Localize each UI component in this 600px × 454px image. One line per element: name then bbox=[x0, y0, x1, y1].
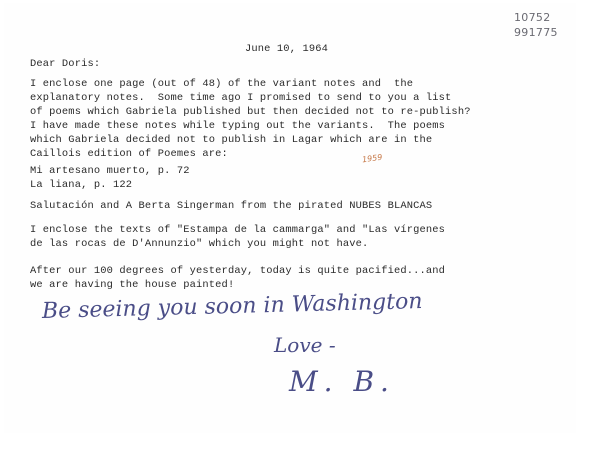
paragraph-line: I enclose one page (out of 48) of the variant notes and the bbox=[30, 78, 414, 90]
archive-number: 10752 bbox=[514, 11, 551, 24]
salutacion-line: Salutación and A Berta Singerman from the pirated NUBES BLANCAS bbox=[30, 200, 433, 212]
year-annotation: 1959 bbox=[361, 152, 383, 165]
archive-number: 991775 bbox=[514, 26, 558, 39]
letter-page bbox=[4, 3, 576, 433]
letter-date: June 10, 1964 bbox=[245, 43, 329, 55]
paragraph-line: After our 100 degrees of yesterday, today is quite pacified...and bbox=[30, 265, 446, 277]
paragraph-line: I have made these notes while typing out the variants. The poems bbox=[30, 120, 446, 132]
handwritten-love: Love - bbox=[274, 333, 336, 357]
paragraph-line: we are having the house painted! bbox=[30, 279, 235, 291]
poem-item: La liana, p. 122 bbox=[30, 179, 133, 191]
salutation: Dear Doris: bbox=[30, 58, 101, 70]
paragraph-line: Caillois edition of Poemes are: bbox=[30, 148, 228, 160]
handwritten-closing: Be seeing you soon in Washington bbox=[41, 289, 423, 324]
paragraph-line: explanatory notes. Some time ago I promised to send to you a list bbox=[30, 92, 452, 104]
paragraph-line: which Gabriela decided not to publish in Lagar which are in the bbox=[30, 134, 433, 146]
handwritten-initials: M. B. bbox=[289, 365, 395, 398]
paragraph-line: de las rocas de D'Annunzio" which you might not have. bbox=[30, 238, 369, 250]
poem-item: Mi artesano muerto, p. 72 bbox=[30, 165, 190, 177]
paragraph-line: I enclose the texts of "Estampa de la cammarga" and "Las vírgenes bbox=[30, 224, 446, 236]
paragraph-line: of poems which Gabriela published but then decided not to re-publish? bbox=[30, 106, 471, 118]
